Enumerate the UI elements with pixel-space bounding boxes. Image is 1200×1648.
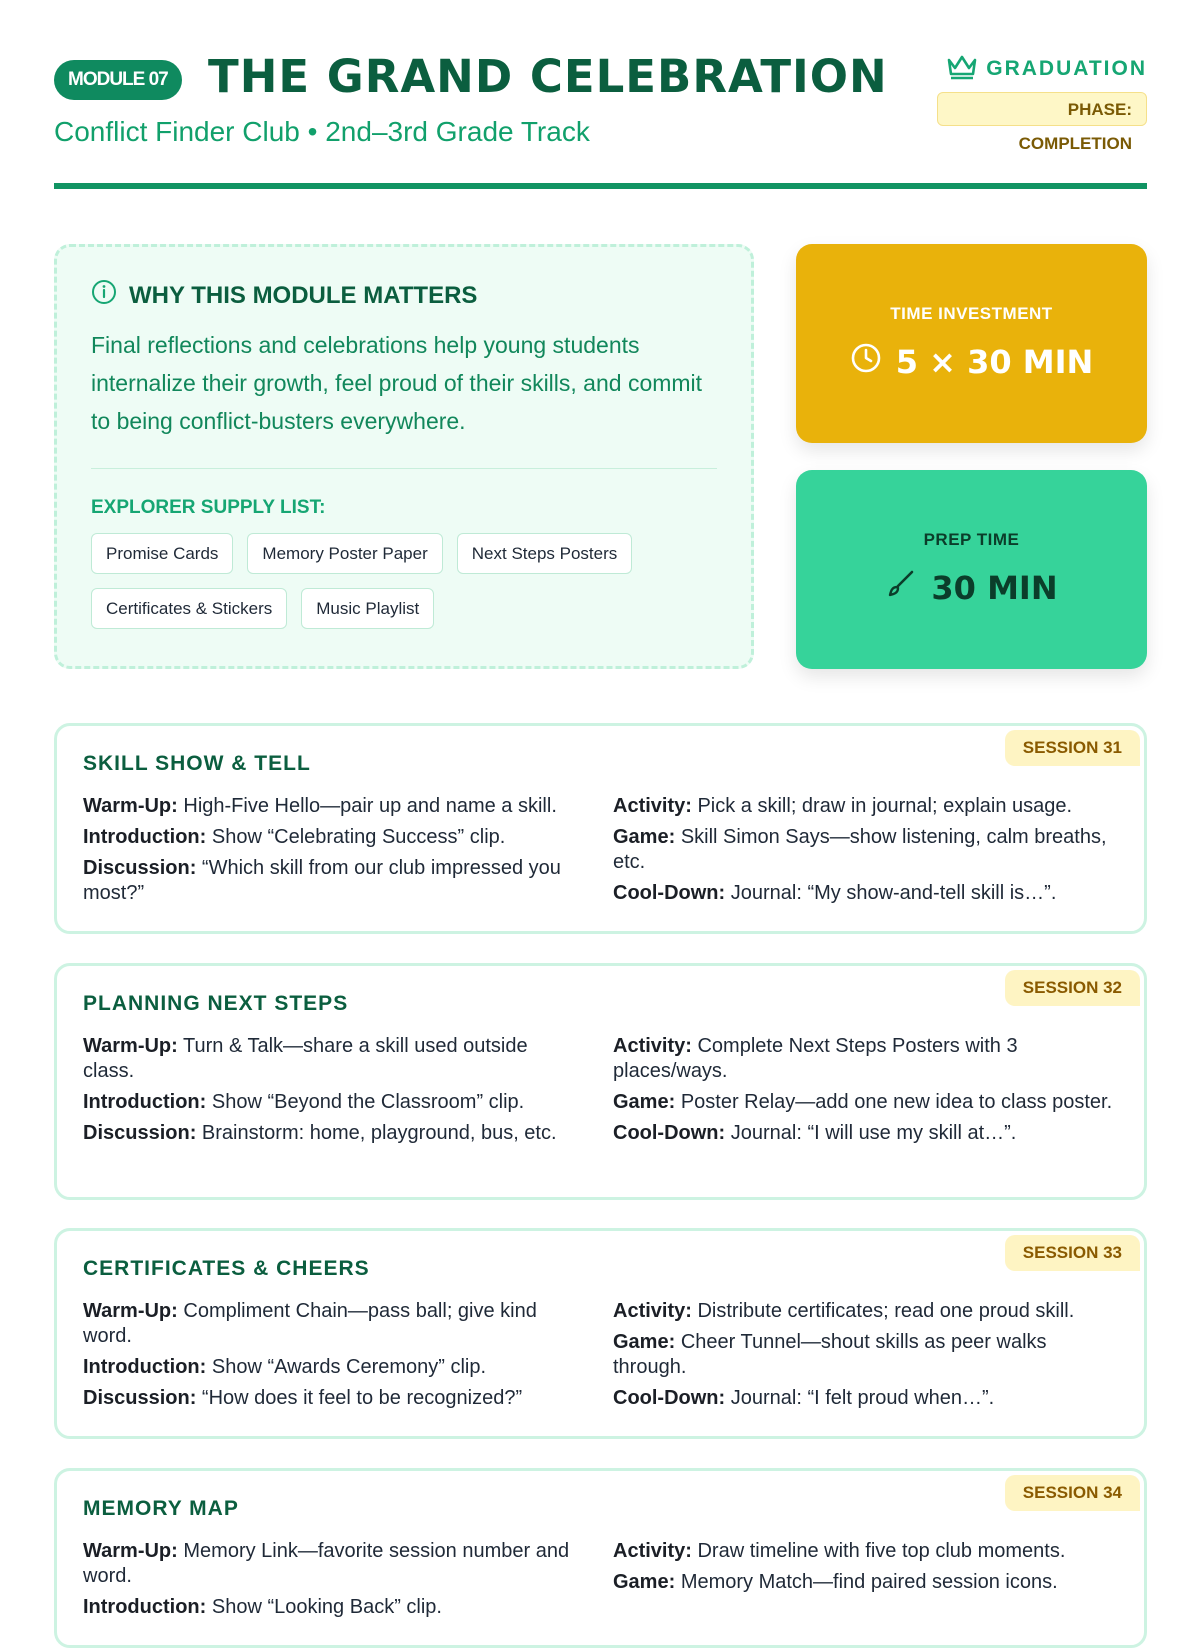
- item-key: Game:: [613, 1091, 676, 1113]
- graduation-block: [937, 54, 1147, 154]
- session-item: [613, 1121, 1113, 1146]
- item-value: Show “Beyond the Classroom” clip.: [211, 1091, 525, 1113]
- item-value: Compliment Chain—pass ball; give kind word.: [83, 1300, 537, 1347]
- session-item: [613, 825, 1113, 875]
- session-item: [613, 1330, 1113, 1380]
- item-key: Warm-Up:: [83, 1540, 178, 1562]
- session-item: [613, 1539, 1113, 1564]
- item-value: Skill Simon Says—show listening, calm breaths, etc.: [613, 826, 1107, 873]
- paintbrush-icon: [885, 568, 917, 608]
- why-divider: [91, 468, 717, 469]
- item-value: “How does it feel to be recognized?”: [201, 1387, 523, 1409]
- item-value: Memory Link—favorite session number and word.: [83, 1540, 570, 1587]
- session-item: [613, 881, 1113, 906]
- session-tag: SESSION 33: [1005, 1235, 1140, 1271]
- clock-icon: [850, 342, 882, 382]
- item-key: Cool-Down:: [613, 1122, 726, 1144]
- supply-heading: EXPLORER SUPPLY LIST:: [91, 497, 326, 518]
- session-title: CERTIFICATES & CHEERS: [83, 1257, 370, 1280]
- item-key: Warm-Up:: [83, 1300, 178, 1322]
- item-key: Introduction:: [83, 1596, 207, 1618]
- item-value: Pick a skill; draw in journal; explain usage.: [697, 795, 1073, 817]
- prep-time-card: [796, 470, 1147, 669]
- item-key: Discussion:: [83, 857, 197, 879]
- item-value: Draw timeline with five top club moments.: [697, 1540, 1066, 1562]
- session-card: [54, 723, 1147, 934]
- supply-chip: Next Steps Posters: [457, 533, 633, 574]
- session-title: PLANNING NEXT STEPS: [83, 992, 349, 1015]
- why-panel: [54, 244, 754, 669]
- item-key: Game:: [613, 1331, 676, 1353]
- item-value: Memory Match—find paired session icons.: [680, 1571, 1058, 1593]
- page-title: THE GRAND CELEBRATION: [208, 50, 888, 103]
- time-investment-value: 5 × 30 MIN: [895, 343, 1094, 381]
- supply-chip: Certificates & Stickers: [91, 588, 287, 629]
- session-item: [83, 794, 583, 819]
- session-tag: SESSION 31: [1005, 730, 1140, 766]
- item-value: Journal: “My show-and-tell skill is…”.: [730, 882, 1057, 904]
- item-key: Activity:: [613, 1035, 692, 1057]
- supply-chip: Music Playlist: [301, 588, 434, 629]
- item-value: Journal: “I felt proud when…”.: [730, 1387, 995, 1409]
- item-value: High-Five Hello—pair up and name a skill.: [183, 795, 557, 817]
- page-subtitle: Conflict Finder Club • 2nd–3rd Grade Track: [54, 116, 590, 147]
- item-key: Introduction:: [83, 1356, 207, 1378]
- item-value: Distribute certificates; read one proud skill.: [697, 1300, 1075, 1322]
- item-value: Cheer Tunnel—shout skills as peer walks through.: [613, 1331, 1047, 1378]
- session-item: [83, 1034, 583, 1084]
- item-value: Brainstorm: home, playground, bus, etc.: [201, 1122, 557, 1144]
- why-text: Final reflections and celebrations help young students internalize their growth, feel proud of their skills, and commit to being conflict-busters everywhere.: [91, 332, 703, 434]
- phase-badge: PHASE: COMPLETION: [937, 92, 1147, 126]
- item-key: Activity:: [613, 1540, 692, 1562]
- item-key: Cool-Down:: [613, 1387, 726, 1409]
- prep-time-label: PREP TIME: [923, 530, 1020, 549]
- supply-chip: Promise Cards: [91, 533, 233, 574]
- item-value: Show “Looking Back” clip.: [211, 1596, 442, 1618]
- item-value: Complete Next Steps Posters with 3 places/ways.: [613, 1035, 1018, 1082]
- supply-chip: Memory Poster Paper: [247, 533, 442, 574]
- session-item: [613, 1090, 1113, 1115]
- item-key: Discussion:: [83, 1122, 197, 1144]
- item-value: Journal: “I will use my skill at…”.: [730, 1122, 1017, 1144]
- session-item: [83, 1090, 583, 1115]
- session-title: SKILL SHOW & TELL: [83, 752, 311, 775]
- session-card: [54, 1468, 1147, 1648]
- session-item: [83, 1355, 583, 1380]
- session-item: [83, 1299, 583, 1349]
- session-item: [83, 856, 583, 906]
- item-value: Turn & Talk—share a skill used outside class.: [83, 1035, 528, 1082]
- why-heading: WHY THIS MODULE MATTERS: [129, 281, 478, 309]
- item-key: Cool-Down:: [613, 882, 726, 904]
- item-value: “Which skill from our club impressed you most?”: [83, 857, 561, 904]
- session-item: [613, 1299, 1113, 1324]
- header-divider: [54, 183, 1147, 189]
- session-item: [613, 1034, 1113, 1084]
- crown-icon: [946, 54, 978, 85]
- session-title: MEMORY MAP: [83, 1497, 239, 1520]
- supply-list: [91, 533, 691, 629]
- item-key: Introduction:: [83, 1091, 207, 1113]
- prep-time-value: 30 MIN: [931, 569, 1058, 607]
- session-item: [83, 825, 583, 850]
- session-item: [83, 1121, 583, 1146]
- session-tag: SESSION 32: [1005, 970, 1140, 1006]
- session-item: [613, 794, 1113, 819]
- item-value: Poster Relay—add one new idea to class poster.: [680, 1091, 1113, 1113]
- session-item: [613, 1570, 1113, 1595]
- item-key: Discussion:: [83, 1387, 197, 1409]
- session-card: [54, 1228, 1147, 1439]
- item-key: Activity:: [613, 795, 692, 817]
- session-tag: SESSION 34: [1005, 1475, 1140, 1511]
- time-investment-label: TIME INVESTMENT: [890, 304, 1053, 323]
- session-card: [54, 963, 1147, 1200]
- item-value: Show “Celebrating Success” clip.: [211, 826, 506, 848]
- module-badge: MODULE 07: [54, 60, 182, 100]
- session-item: [83, 1386, 583, 1411]
- item-key: Activity:: [613, 1300, 692, 1322]
- item-key: Game:: [613, 1571, 676, 1593]
- session-item: [613, 1386, 1113, 1411]
- item-key: Game:: [613, 826, 676, 848]
- info-icon: [91, 279, 117, 312]
- item-key: Warm-Up:: [83, 795, 178, 817]
- session-item: [83, 1539, 583, 1589]
- session-item: [83, 1595, 583, 1620]
- item-key: Introduction:: [83, 826, 207, 848]
- time-investment-card: [796, 244, 1147, 443]
- item-key: Warm-Up:: [83, 1035, 178, 1057]
- item-value: Show “Awards Ceremony” clip.: [211, 1356, 487, 1378]
- graduation-label: GRADUATION: [986, 57, 1147, 80]
